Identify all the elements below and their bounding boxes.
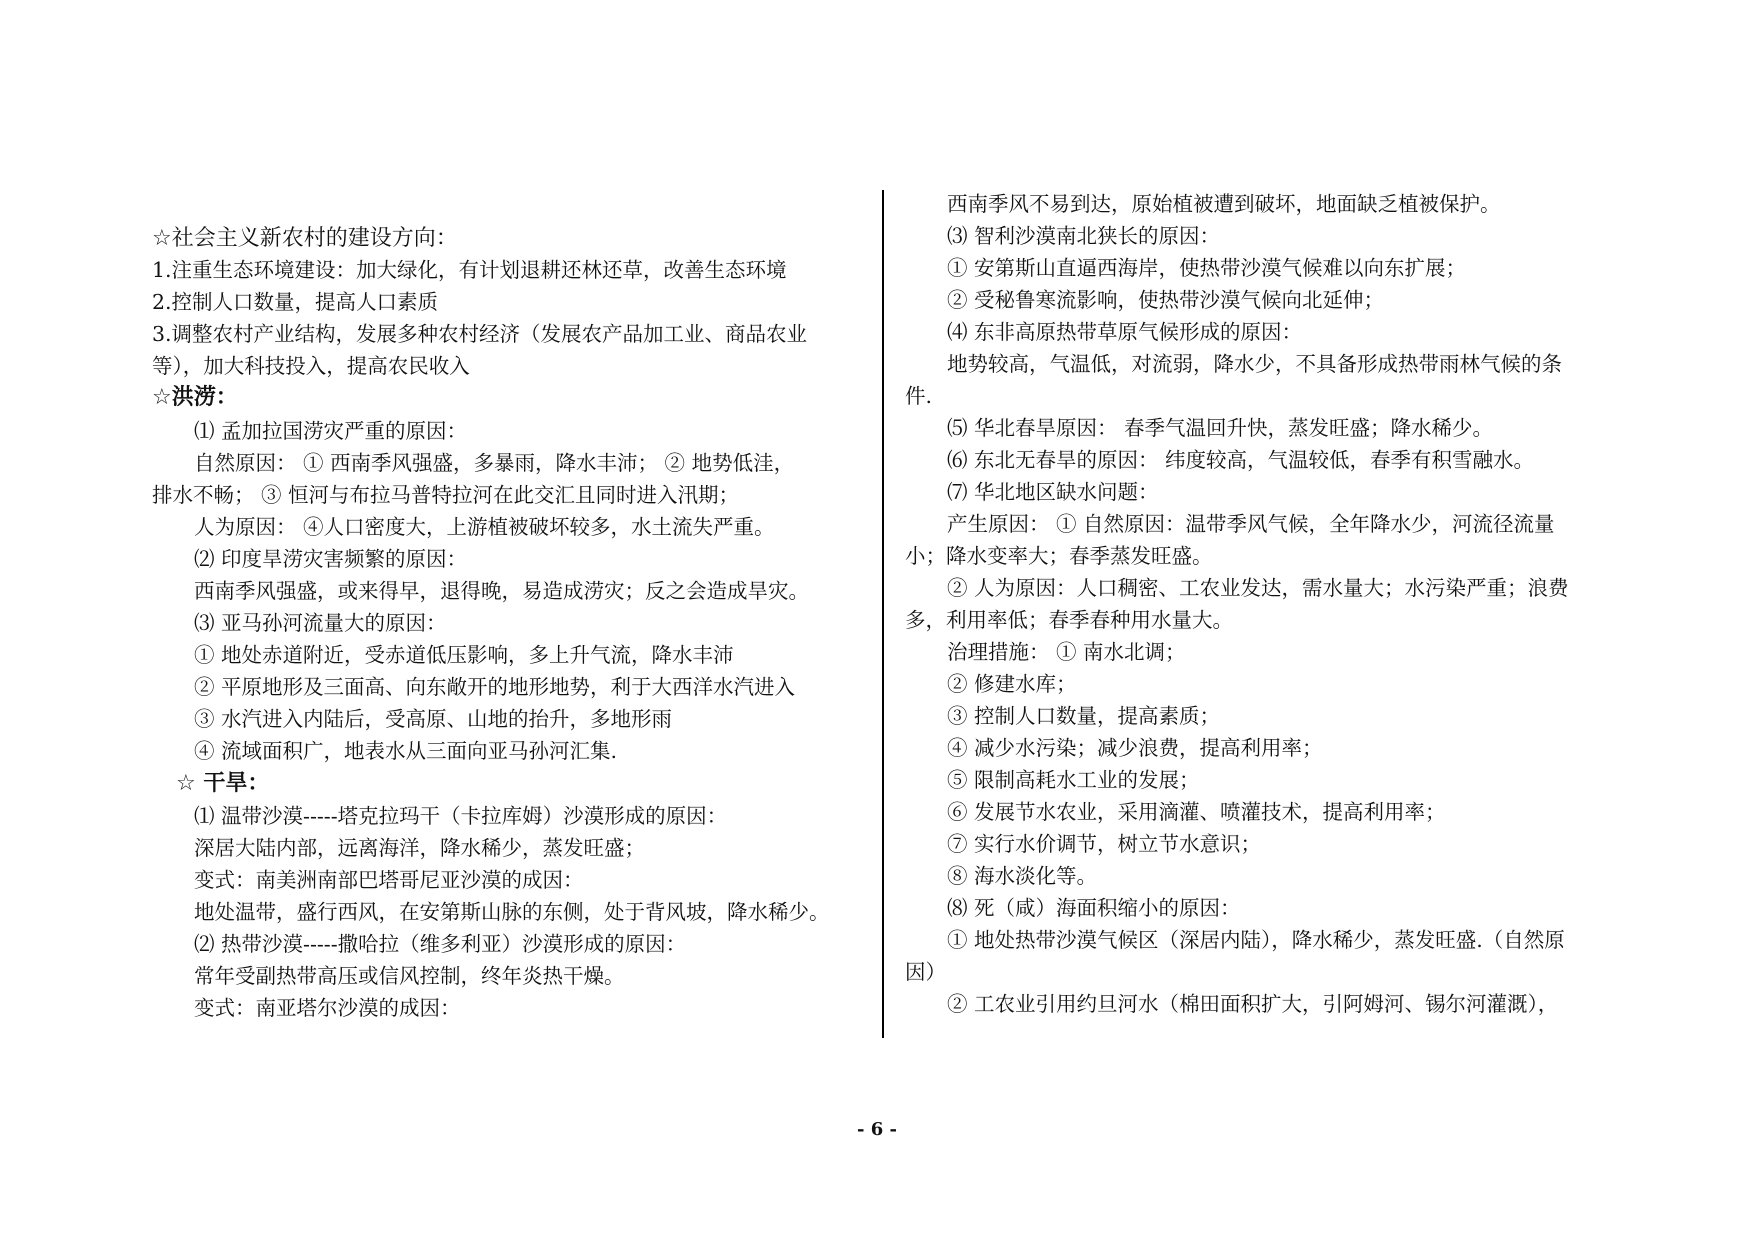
text-line: ⑧ 海水淡化等。 [947, 864, 1098, 888]
text-line: 多，利用率低；春季春种用水量大。 [905, 608, 1233, 632]
text-line: 西南季风不易到达，原始植被遭到破坏，地面缺乏植被保护。 [947, 192, 1501, 216]
text-line: ④ 流域面积广，地表水从三面向亚马孙河汇集. [194, 739, 618, 763]
text-line: ③ 控制人口数量，提高素质； [947, 704, 1221, 728]
text-line: 排水不畅； ③ 恒河与布拉马普特拉河在此交汇且同时进入汛期； [152, 483, 740, 507]
text-line: ④ 减少水污染；减少浪费，提高利用率； [947, 736, 1323, 760]
text-line: ⑶ 智利沙漠南北狭长的原因： [947, 224, 1221, 248]
text-line: 因） [905, 960, 946, 984]
text-line: ⑵ 印度旱涝灾害频繁的原因： [194, 547, 468, 571]
text-line: 西南季风强盛，或来得早，退得晚，易造成涝灾；反之会造成旱灾。 [194, 579, 809, 603]
text-line: ⑤ 限制高耗水工业的发展； [947, 768, 1200, 792]
text-line: 自然原因： ① 西南季风强盛，多暴雨，降水丰沛； ② 地势低洼， [194, 451, 795, 475]
page-number: - 6 - [857, 1119, 897, 1140]
text-line: 变式：南美洲南部巴塔哥尼亚沙漠的成因： [194, 868, 584, 892]
text-line: ⑥ 发展节水农业，采用滴灌、喷灌技术，提高利用率； [947, 800, 1446, 824]
text-line: ② 人为原因：人口稠密、工农业发达，需水量大；水污染严重；浪费 [947, 576, 1569, 600]
text-line: ⑴ 温带沙漠-----塔克拉玛干（卡拉库姆）沙漠形成的原因： [194, 804, 728, 828]
text-line: 变式：南亚塔尔沙漠的成因： [194, 996, 461, 1020]
heading-new-village: ☆社会主义新农村的建设方向： [152, 226, 458, 251]
heading-flood: ☆洪涝： [152, 385, 238, 410]
text-line: ⑦ 实行水价调节，树立节水意识； [947, 832, 1262, 856]
text-line: 3.调整农村产业结构，发展多种农村经济（发展农产品加工业、商品农业 [152, 322, 808, 346]
text-line: ① 安第斯山直逼西海岸，使热带沙漠气候难以向东扩展； [947, 256, 1467, 280]
text-line: ① 地处热带沙漠气候区（深居内陆），降水稀少，蒸发旺盛.（自然原 [947, 928, 1565, 952]
column-divider [882, 190, 884, 1038]
text-line: ⑹ 东北无春旱的原因： 纬度较高，气温较低，春季有积雪融水。 [947, 448, 1535, 472]
text-line: 小；降水变率大；春季蒸发旺盛。 [905, 544, 1213, 568]
text-line: ① 地处赤道附近，受赤道低压影响，多上升气流，降水丰沛 [194, 643, 734, 667]
text-line: ⑶ 亚马孙河流量大的原因： [194, 611, 447, 635]
text-line: 常年受副热带高压或信风控制，终年炎热干燥。 [194, 964, 625, 988]
text-line: 人为原因： ④人口密度大，上游植被破坏较多，水土流失严重。 [194, 515, 775, 539]
text-line: ⑻ 死（咸）海面积缩小的原因： [947, 896, 1241, 920]
text-line: ⑷ 东非高原热带草原气候形成的原因： [947, 320, 1303, 344]
text-line: ⑺ 华北地区缺水问题： [947, 480, 1159, 504]
text-line: 件. [905, 384, 933, 408]
text-line: ② 修建水库； [947, 672, 1077, 696]
text-line: ⑴ 孟加拉国涝灾严重的原因： [194, 419, 468, 443]
text-line: 产生原因： ① 自然原因：温带季风气候，全年降水少，河流径流量 [947, 512, 1555, 536]
text-line: ⑵ 热带沙漠-----撒哈拉（维多利亚）沙漠形成的原因： [194, 932, 687, 956]
text-line: ② 平原地形及三面高、向东敞开的地形地势，利于大西洋水汽进入 [194, 675, 796, 699]
text-line: ② 工农业引用约旦河水（棉田面积扩大，引阿姆河、锡尔河灌溉）， [947, 992, 1559, 1016]
text-line: ② 受秘鲁寒流影响，使热带沙漠气候向北延伸； [947, 288, 1385, 312]
text-line: 治理措施： ① 南水北调； [947, 640, 1186, 664]
text-line: 地势较高，气温低，对流弱，降水少，不具备形成热带雨林气候的条 [947, 352, 1562, 376]
heading-drought: ☆ 干旱： [176, 771, 270, 796]
text-line: 1.注重生态环境建设：加大绿化，有计划退耕还林还草，改善生态环境 [152, 258, 787, 282]
text-line: ③ 水汽进入内陆后，受高原、山地的抬升，多地形雨 [194, 707, 673, 731]
text-line: 等），加大科技投入，提高农民收入 [152, 354, 470, 378]
text-line: 地处温带，盛行西风，在安第斯山脉的东侧，处于背风坡，降水稀少。 [194, 900, 830, 924]
text-line: 2.控制人口数量，提高人口素质 [152, 290, 439, 314]
text-line: 深居大陆内部，远离海洋，降水稀少，蒸发旺盛； [194, 836, 645, 860]
text-line: ⑸ 华北春旱原因： 春季气温回升快，蒸发旺盛；降水稀少。 [947, 416, 1494, 440]
